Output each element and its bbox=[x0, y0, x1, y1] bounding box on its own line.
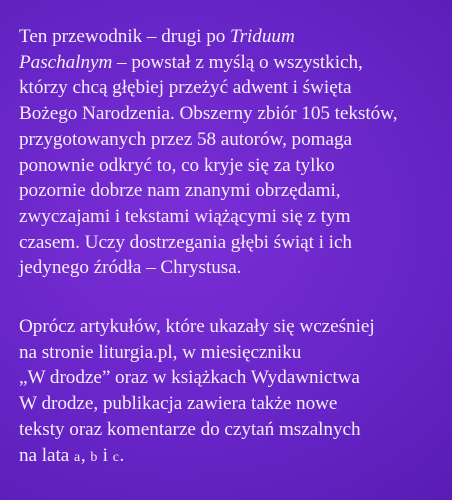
liturgical-year-b: b bbox=[90, 449, 98, 465]
text-line: ponownie odkryć to, co kryje się za tylko bbox=[19, 154, 335, 176]
text-line: którzy chcą głębiej przeżyć adwent i święta bbox=[19, 77, 352, 99]
text-line: na stronie liturgia.pl, w miesięczniku bbox=[19, 341, 302, 363]
text-segment: Ten przewodnik – drugi po bbox=[19, 26, 231, 47]
text-segment: , bbox=[80, 444, 91, 466]
text-line bbox=[19, 50, 444, 76]
text-line: przygotowanych przez 58 autorów, pomaga bbox=[19, 128, 352, 150]
text-segment: – powstał z myślą o wszystkich, bbox=[112, 51, 363, 73]
description-paragraph-1 bbox=[19, 24, 444, 281]
text-line: pozornie dobrze nam znanymi obrzędami, bbox=[19, 180, 341, 202]
text-line: Bożego Narodzenia. Obszerny zbiór 105 tekstów, bbox=[19, 103, 398, 125]
text-segment: . bbox=[119, 444, 125, 466]
text-line bbox=[19, 24, 444, 50]
text-line: teksty oraz komentarze do czytań mszalnych bbox=[19, 418, 361, 440]
text-line: Oprócz artykułów, które ukazały się wcześniej bbox=[19, 316, 375, 337]
liturgical-year-c: c bbox=[112, 449, 120, 465]
text-line bbox=[19, 443, 444, 471]
text-segment: i bbox=[97, 444, 113, 466]
text-line: „W drodze” oraz w książkach Wydawnictwa bbox=[19, 367, 360, 389]
text-segment: na lata bbox=[19, 444, 74, 466]
italic-title-part: Triduum bbox=[230, 26, 295, 47]
text-line: jedynego źródła – Chrystusa. bbox=[19, 257, 242, 279]
text-line: czasem. Uczy dostrzegania głębi świąt i ich bbox=[19, 231, 352, 253]
liturgical-year-a: a bbox=[74, 449, 81, 465]
italic-title-part: Paschalnym bbox=[19, 51, 113, 73]
description-paragraph-2 bbox=[19, 314, 444, 470]
text-line: W drodze, publikacja zawiera także nowe bbox=[19, 393, 338, 415]
text-line: zwyczajami i tekstami wiążącymi się z tym bbox=[19, 205, 351, 227]
